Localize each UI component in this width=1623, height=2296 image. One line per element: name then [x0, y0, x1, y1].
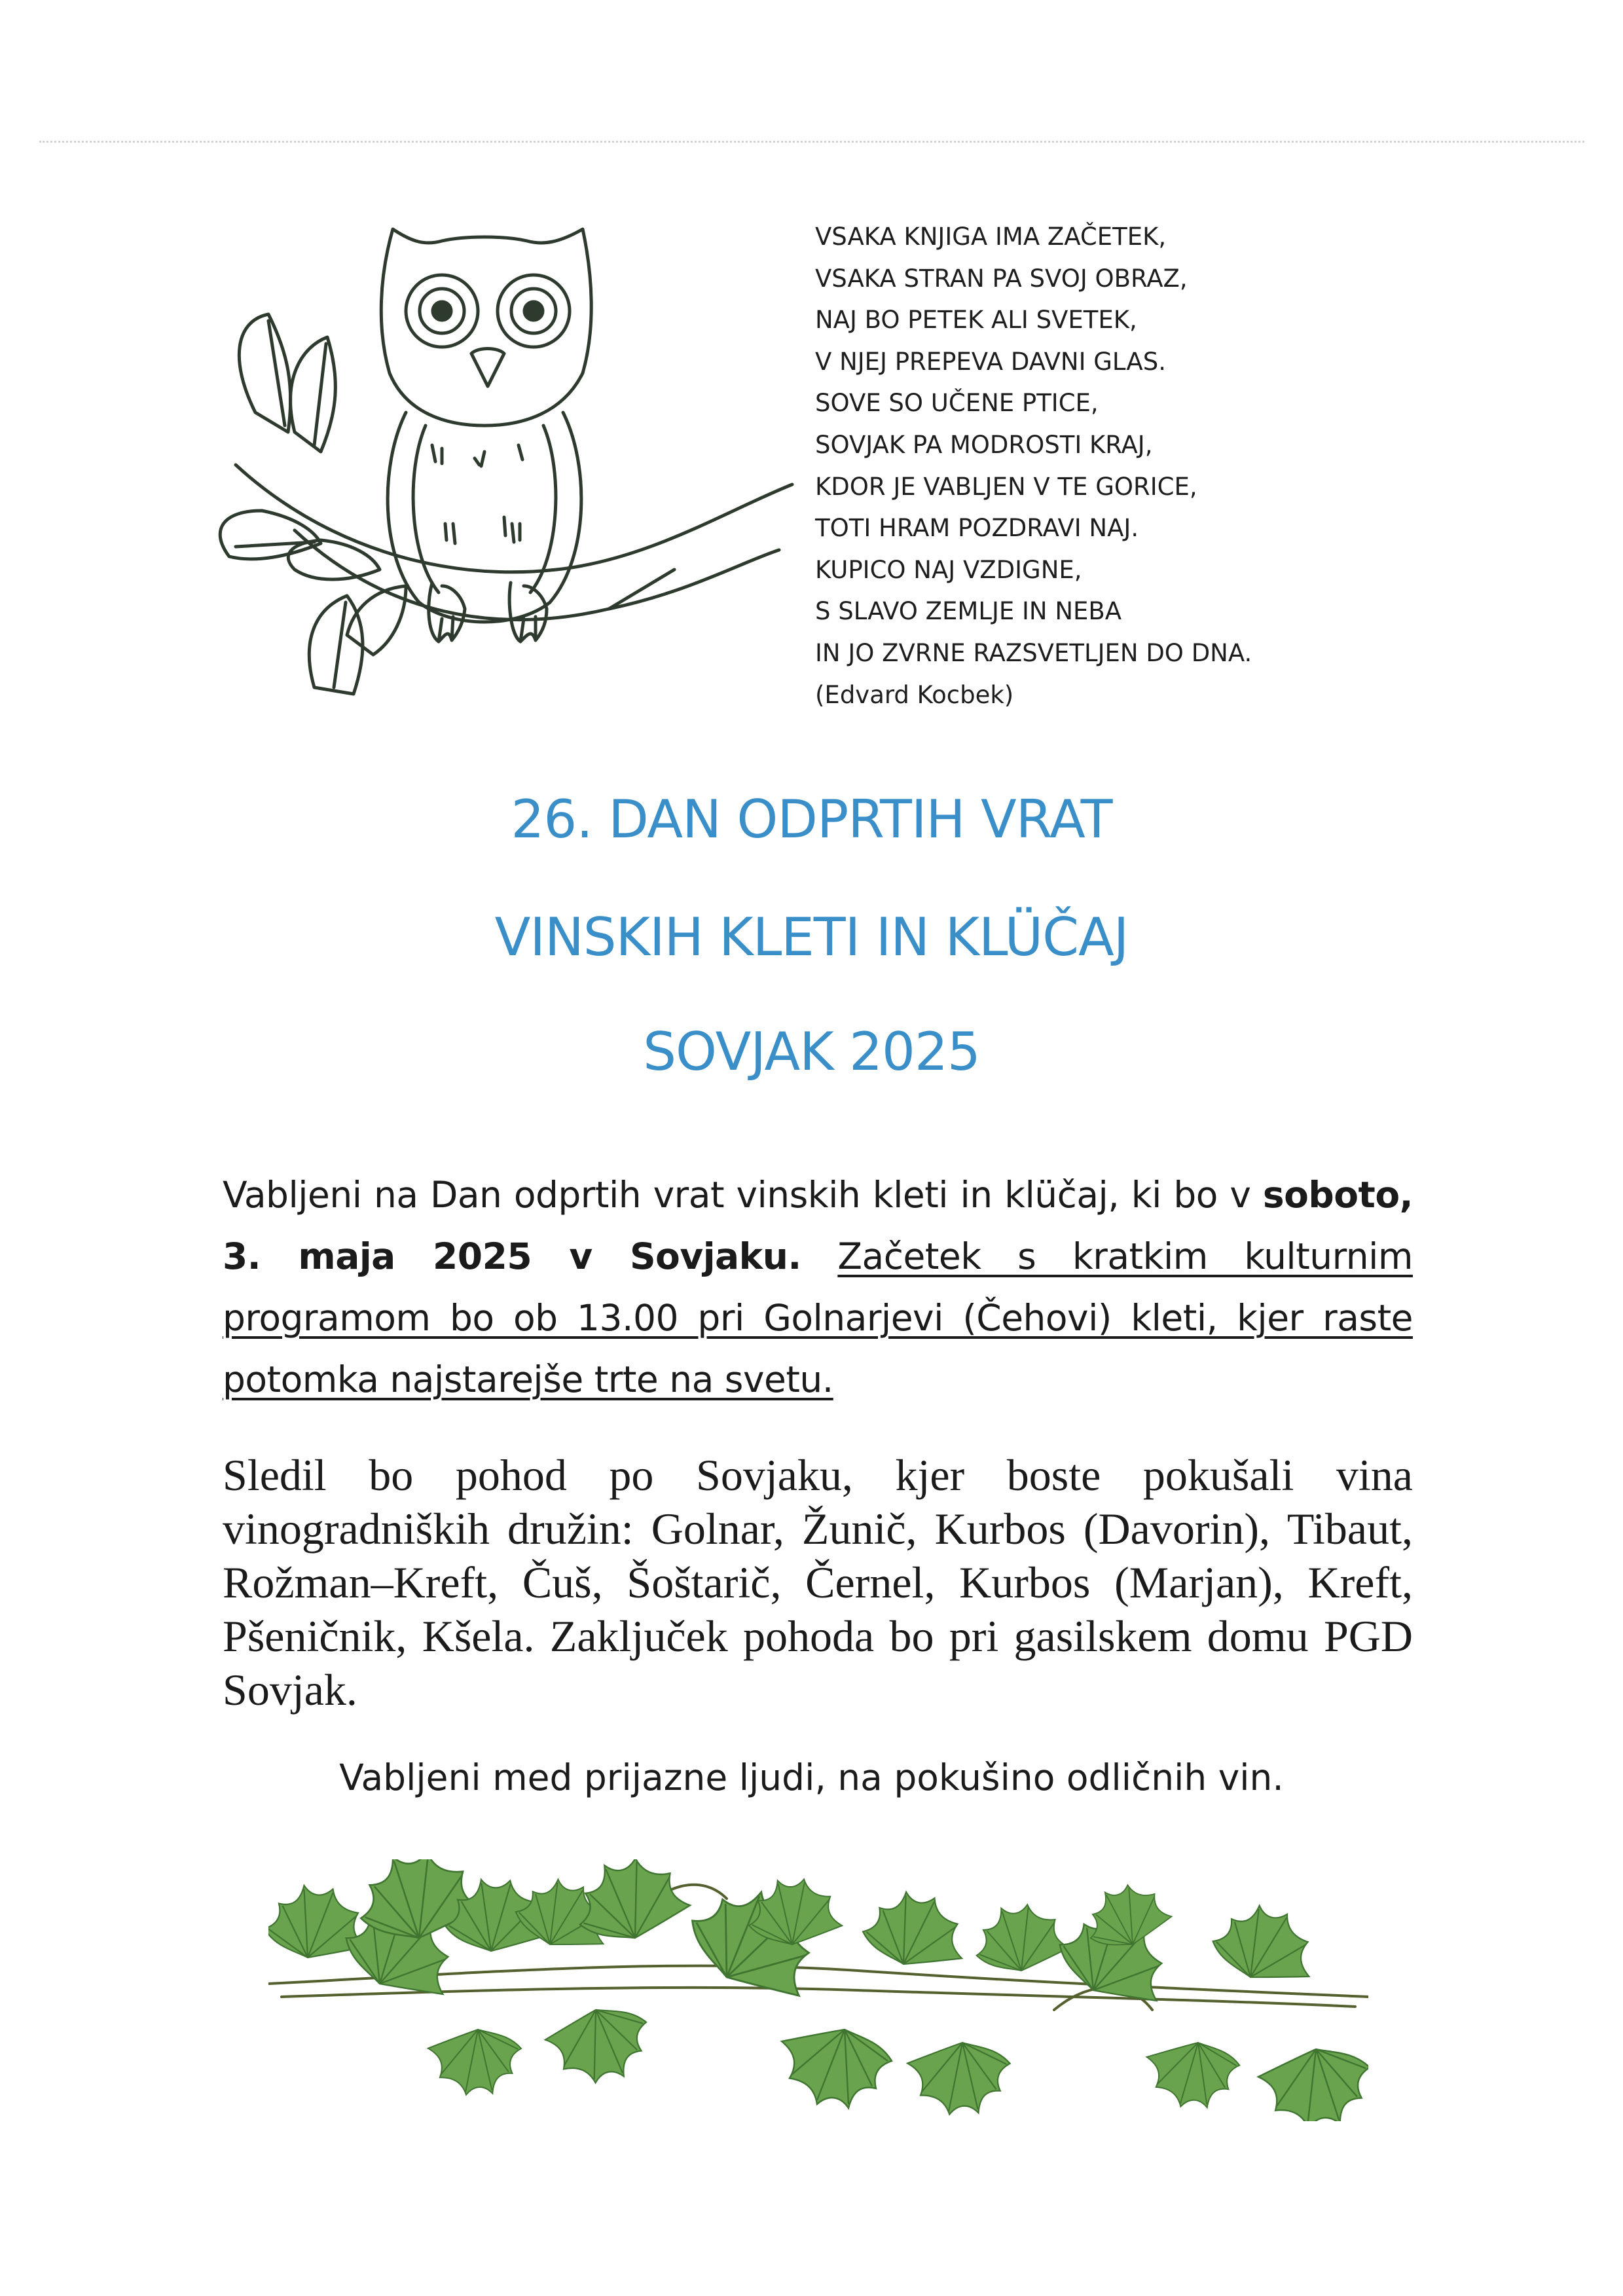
- title-line-1: 26. DAN ODPRTIH VRAT: [511, 789, 1112, 850]
- owl-foot-right: [509, 583, 547, 642]
- poem-line: VSAKA KNJIGA IMA ZAČETEK,: [815, 223, 1167, 251]
- intro-text: Vabljeni na Dan odprtih vrat vinskih kleti in klüčaj, ki bo v: [223, 1174, 1263, 1216]
- poem-line: NAJ BO PETEK ALI SVETEK,: [815, 306, 1137, 335]
- poem-line: SOVJAK PA MODROSTI KRAJ,: [815, 430, 1153, 459]
- owl-illustration: [216, 216, 799, 714]
- intro-paragraph: [223, 1164, 1413, 1410]
- title-line-3: SOVJAK 2025: [643, 1021, 980, 1082]
- program-start-note: Začetek s kratkim kulturnim programom bo ob 13.00 pri Golnarjevi (Čehovi) kleti, kjer raste potomka najstarejše trte na svetu.: [223, 1235, 1413, 1400]
- poem-line: V NJEJ PREPEVA DAVNI GLAS.: [815, 347, 1166, 376]
- poem-line: S SLAVO ZEMLJE IN NEBA: [815, 597, 1122, 626]
- closing-line: Vabljeni med prijazne ljudi, na pokušino odličnih vin.: [339, 1757, 1284, 1798]
- poem: [815, 216, 1352, 716]
- event-date: soboto, 3. maja 2025 v Sovjaku.: [223, 1174, 1413, 1277]
- owl-body: [388, 412, 581, 622]
- branch: [236, 465, 792, 572]
- grapevine-illustration: [268, 1859, 1368, 2121]
- hike-paragraph: Sledil bo pohod po Sovjaku, kjer boste pokušali vina vinogradniških družin: Golnar, Žunič, Kurbos (Davorin), Tibaut, Rožman–Kreft, Čuš, Šoštarič, Černel, Kurbos (Marjan), Kreft, Pšeničnik, Kšela. Zaključek pohoda bo pri gasilskem domu PGD Sovjak.: [223, 1450, 1413, 1715]
- poem-line: TOTI HRAM POZDRAVI NAJ.: [815, 514, 1139, 543]
- poem-line: KUPICO NAJ VZDIGNE,: [815, 555, 1082, 584]
- poem-line: SOVE SO UČENE PTICE,: [815, 389, 1099, 418]
- poem-line: KDOR JE VABLJEN V TE GORICE,: [815, 472, 1197, 501]
- owl-head: [381, 229, 591, 426]
- title-line-2: VINSKIH KLETI IN KLÜČAJ: [494, 907, 1129, 968]
- owl-beak: [471, 349, 504, 387]
- poem-line: VSAKA STRAN PA SVOJ OBRAZ,: [815, 264, 1188, 293]
- poem-line: IN JO ZVRNE RAZSVETLJEN DO DNA.: [815, 638, 1252, 667]
- intro-space: [801, 1235, 838, 1277]
- poem-author: (Edvard Kocbek): [815, 680, 1014, 709]
- leaf-2: [291, 337, 336, 452]
- scan-artifact-line: [39, 141, 1584, 143]
